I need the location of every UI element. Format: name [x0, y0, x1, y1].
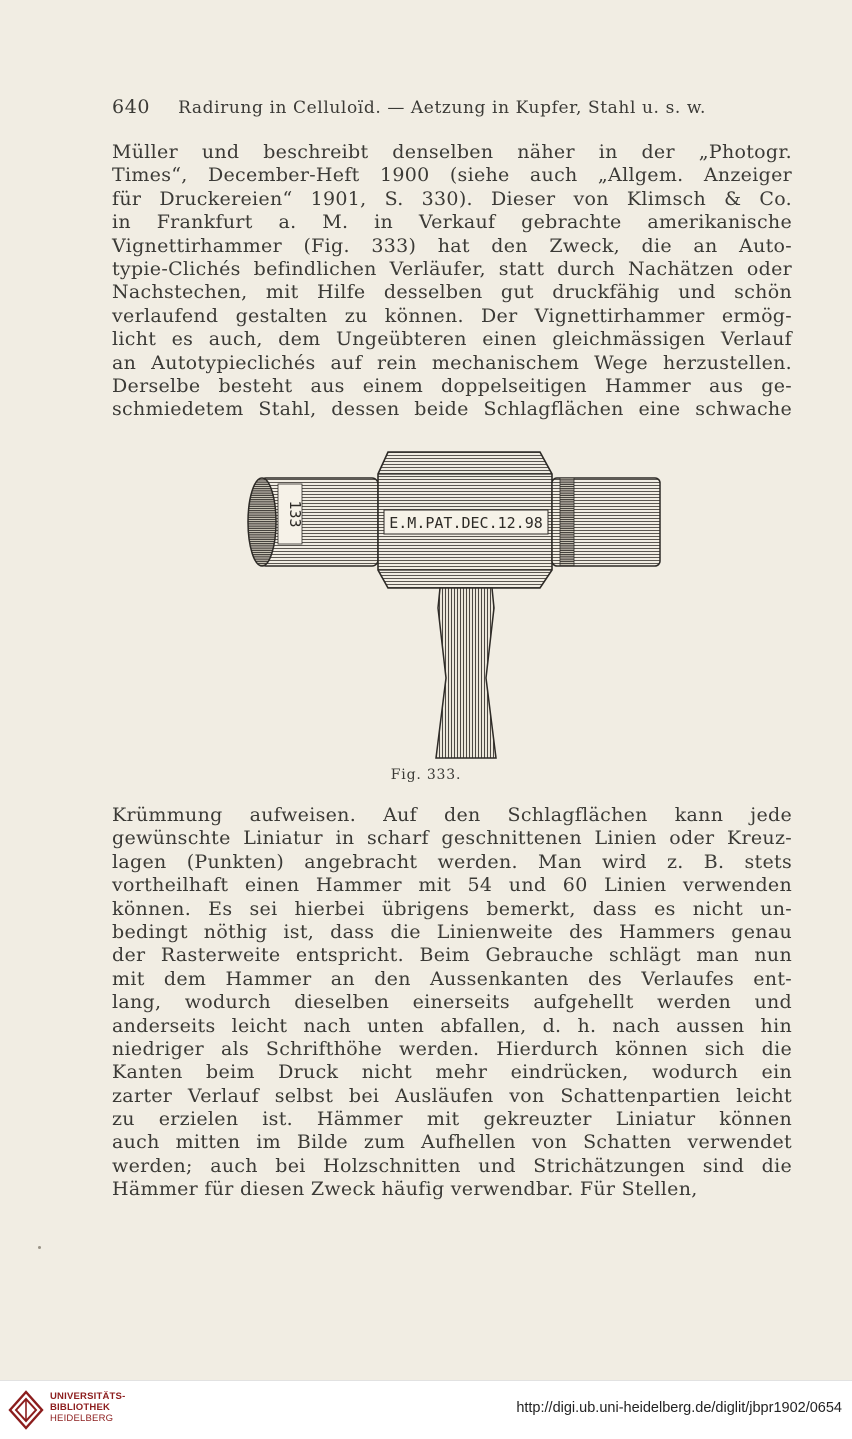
- source-url-link[interactable]: http://digi.ub.uni-heidelberg.de/diglit/jbpr1902/0654: [516, 1400, 842, 1416]
- library-name: [50, 1391, 125, 1424]
- text-line: anderseits leicht nach unten abfallen, d. h. nach aussen hin: [112, 1014, 792, 1037]
- library-name-line: HEIDELBERG: [50, 1413, 114, 1424]
- library-logo-icon: [8, 1389, 44, 1431]
- text-line: typie-Clichés befindlichen Verläufer, statt durch Nachätzen oder: [112, 257, 792, 280]
- text-line: für Druckereien“ 1901, S. 330). Dieser von Klimsch & Co.: [112, 187, 792, 210]
- running-title: Radirung in Celluloïd. — Aetzung in Kupfer, Stahl u. s. w.: [178, 98, 707, 118]
- text-line: Times“, December-Heft 1900 (siehe auch „Allgem. Anzeiger: [112, 164, 792, 187]
- text-line: an Autotypieclichés auf rein mechanischem Wege herzustellen.: [112, 351, 792, 374]
- text-line: werden; auch bei Holzschnitten und Strichätzungen sind die: [112, 1154, 792, 1177]
- text-line: niedriger als Schrifthöhe werden. Hierdurch können sich die: [112, 1037, 792, 1060]
- text-line: in Frankfurt a. M. in Verkauf gebrachte amerikanische: [112, 211, 792, 234]
- body-text-top: [112, 141, 792, 422]
- text-line: lagen (Punkten) angebracht werden. Man wird z. B. stets: [112, 850, 792, 873]
- text-line: können. Es sei hierbei übrigens bemerkt, dass es nicht un-: [112, 897, 792, 920]
- text-line: gewünschte Liniatur in scharf geschnittenen Linien oder Kreuz-: [112, 827, 792, 850]
- text-line: zu erzielen ist. Hämmer mit gekreuzter Liniatur können: [112, 1108, 792, 1131]
- text-line: auch mitten im Bilde zum Aufhellen von Schatten verwendet: [112, 1131, 792, 1154]
- library-footer: [0, 1380, 852, 1439]
- text-line: mit dem Hammer an den Aussenkanten des Verlaufes ent-: [112, 967, 792, 990]
- library-name-line: BIBLIOTHEK: [50, 1402, 111, 1413]
- text-line: der Rasterweite entspricht. Beim Gebrauche schlägt man nun: [112, 944, 792, 967]
- running-head: [112, 96, 752, 118]
- text-line: bedingt nöthig ist, dass die Linienweite des Hammers genau: [112, 920, 792, 943]
- text-line: vortheilhaft einen Hammer mit 54 und 60 Linien verwenden: [112, 874, 792, 897]
- figure-caption: Fig. 333.: [390, 767, 462, 783]
- library-name-line: UNIVERSITÄTS-: [50, 1391, 126, 1402]
- text-line: zarter Verlauf selbst bei Ausläufen von Schattenpartien leicht: [112, 1084, 792, 1107]
- stamp-number: 133: [286, 500, 304, 528]
- body-text-bottom: [112, 804, 792, 1202]
- text-line: Hämmer für diesen Zweck häufig verwendbar. Für Stellen,: [112, 1178, 698, 1201]
- hammer-illustration: [240, 448, 666, 764]
- paper-speck: [38, 1246, 41, 1249]
- text-line: Müller und beschreibt denselben näher in der „Photogr.: [112, 141, 792, 163]
- text-line: Nachstechen, mit Hilfe desselben gut druckfähig und schön: [112, 281, 792, 304]
- text-line: Derselbe besteht aus einem doppelseitigen Hammer aus ge-: [112, 374, 792, 397]
- patent-inscription: E.M.PAT.DEC.12.98: [389, 514, 543, 532]
- hammer-right-face: [552, 478, 660, 566]
- hammer-body: [378, 452, 552, 588]
- text-line: verlaufend gestalten zu können. Der Vignettirhammer ermög-: [112, 304, 792, 327]
- page-number: 640: [112, 96, 151, 118]
- text-line: Kanten beim Druck nicht mehr eindrücken, wodurch ein: [112, 1061, 792, 1084]
- text-line: Krümmung aufweisen. Auf den Schlagflächen kann jede: [112, 804, 792, 826]
- text-line: schmiedetem Stahl, dessen beide Schlagflächen eine schwache: [112, 398, 792, 421]
- hammer-handle: [436, 588, 496, 758]
- hammer-left-face: [248, 478, 378, 566]
- text-line: lang, wodurch dieselben einerseits aufgehellt werden und: [112, 991, 792, 1014]
- text-line: licht es auch, dem Ungeübteren einen gleichmässigen Verlauf: [112, 328, 792, 351]
- text-line: Vignettirhammer (Fig. 333) hat den Zweck, die an Auto-: [112, 234, 792, 257]
